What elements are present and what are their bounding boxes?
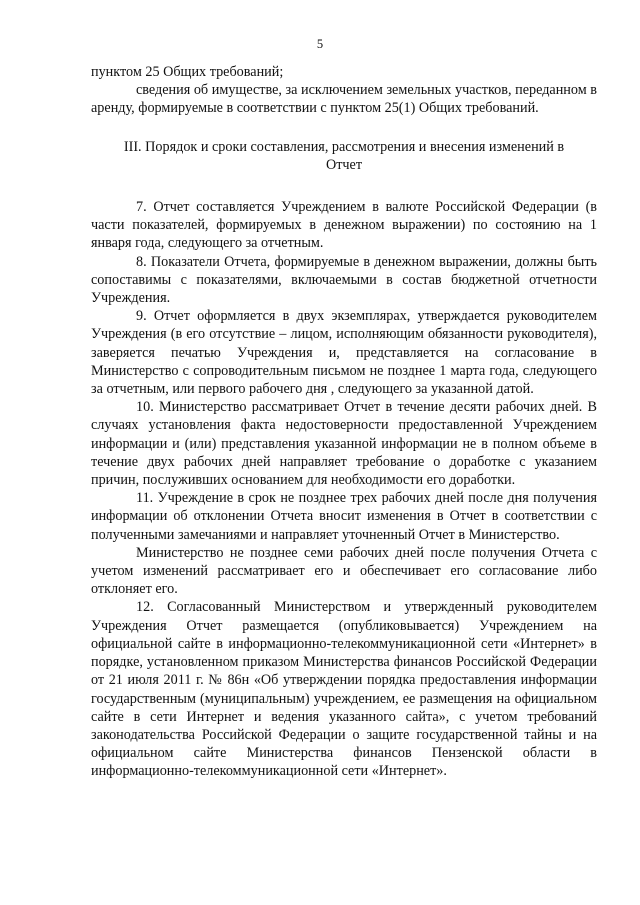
paragraph-8: 8. Показатели Отчета, формируемые в денежном выражении, должны быть сопоставимы с показателями, включаемыми в состав бюджетной отчетности Учреждения. [91, 253, 597, 307]
section-heading [91, 138, 597, 174]
section-heading-line-2: Отчет [325, 156, 363, 173]
paragraph-property-info: сведения об имуществе, за исключением земельных участков, переданном в аренду, формируемые в соответствии с пунктом 25(1) Общих требований. [91, 82, 597, 117]
paragraph-10: 10. Министерство рассматривает Отчет в течение десяти рабочих дней. В случаях установления факта недостоверности предоставленной Учреждением информации и (или) представления указанной информации не в полном объеме в течение двух рабочих дней направляет требование о доработке с указанием причин, послуживших основанием для необходимости его доработки. [91, 399, 597, 489]
document-body [91, 63, 597, 781]
paragraph-11-continued: Министерство не позднее семи рабочих дней после получения Отчета с учетом изменений рассматривает его и обеспечивает его согласование либо отклоняет его. [91, 544, 597, 598]
paragraph-7: 7. Отчет составляется Учреждением в валюте Российской Федерации (в части показателей, формируемых в денежном выражении) по состоянию на 1 января года, следующего за отчетным. [91, 199, 597, 252]
paragraph-11: 11. Учреждение в срок не позднее трех рабочих дней после дня получения информации об отклонении Отчета вносит изменения в Отчет в соответствии с полученными замечаниями и направляет уточненный Отчет в Министерство. [91, 490, 597, 543]
section-heading-line-1: III. Порядок и сроки составления, рассмотрения и внесения изменений в [123, 138, 565, 155]
paragraph-9: 9. Отчет оформляется в двух экземплярах, утверждается руководителем Учреждения (в его отсутствие – лицом, исполняющим обязанности руководителя), заверяется печатью Учреждения и, представляется на согласование в Министерство с сопроводительным письмом не позднее 1 марта года, следующего за отчетным, или первого рабочего дня , следующего за указанной датой. [91, 308, 597, 398]
paragraph-12: 12. Согласованный Министерством и утвержденный руководителем Учреждения Отчет размещается (опубликовывается) Учреждением на официальной сайте в информационно-телекоммуникационной сети «Интернет» в порядке, установленном приказом Министерства финансов Российской Федерации от 21 июля 2011 г. № 86н «Об утверждении порядка предоставления информации государственным (муниципальным) учреждением, ее размещения на официальном сайте в сети Интернет и ведения указанного сайта», с учетом требований законодательства Российской Федерации о защите государственной тайны и на официальном сайте Министерства финансов Пензенской области в информационно-телекоммуникационной сети «Интернет». [91, 599, 597, 780]
paragraph-continuation: пунктом 25 Общих требований; [91, 64, 284, 80]
page-number: 5 [316, 37, 324, 51]
